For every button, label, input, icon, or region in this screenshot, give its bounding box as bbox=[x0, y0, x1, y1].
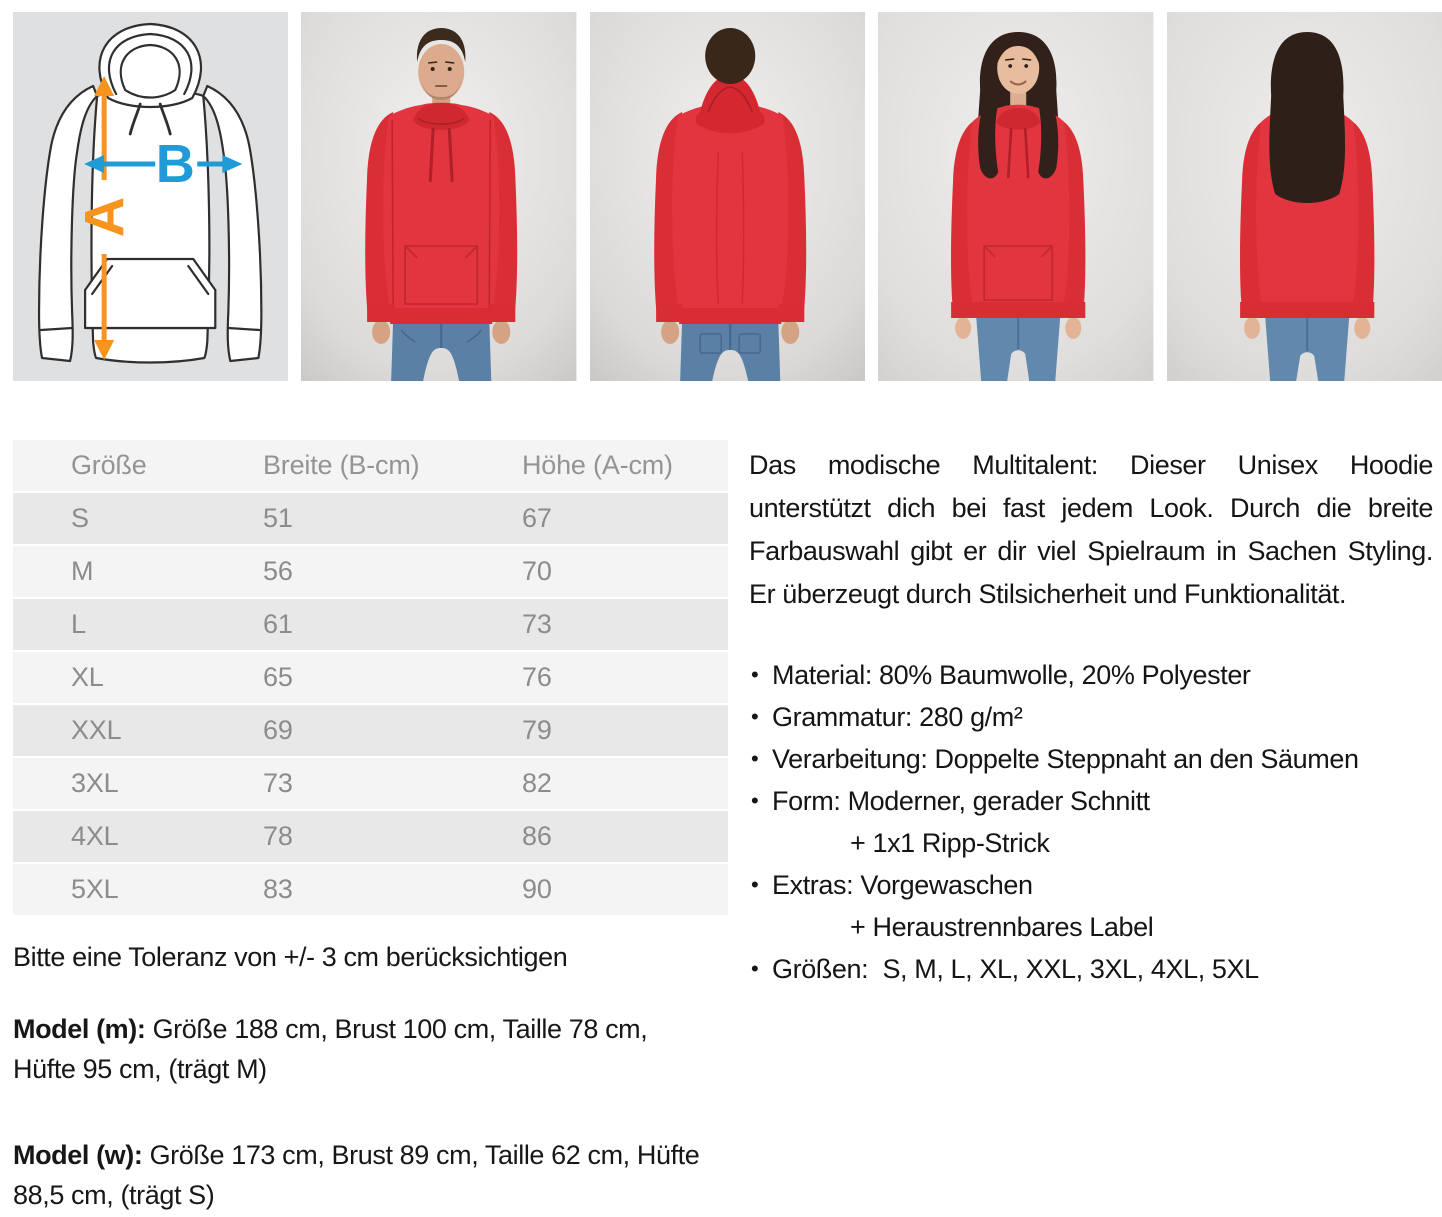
cell-size: S bbox=[13, 493, 250, 546]
bullet-dot: • bbox=[751, 662, 759, 687]
table-row bbox=[13, 546, 728, 599]
feature-subtext: + Heraustrennbares Label bbox=[850, 912, 1154, 942]
cell-size: XXL bbox=[13, 705, 250, 758]
photo-male-model-front bbox=[301, 12, 576, 381]
photo-male-model-back bbox=[590, 12, 865, 381]
cell-hoehe: 76 bbox=[509, 652, 728, 705]
cell-breite: 83 bbox=[263, 874, 293, 904]
table-header-row bbox=[13, 440, 728, 493]
model-m-text: Größe 188 cm, Brust 100 cm, Taille 78 cm, Hüfte 95 cm, (trägt M) bbox=[13, 1014, 648, 1084]
feature-text: Material: 80% Baumwolle, 20% Polyester bbox=[772, 660, 1251, 690]
measure-label-a: A bbox=[72, 196, 136, 238]
cell-breite: 56 bbox=[250, 546, 509, 599]
model-m-note bbox=[13, 1009, 713, 1089]
list-item bbox=[749, 654, 1433, 696]
bullet-dot: • bbox=[751, 956, 759, 981]
product-description-column bbox=[749, 444, 1433, 990]
feature-text: Form: Moderner, gerader Schnitt + 1x1 Ripp-Strick bbox=[772, 780, 1433, 864]
cell-size: 3XL bbox=[13, 758, 250, 811]
table-row bbox=[13, 864, 728, 915]
tolerance-note: Bitte eine Toleranz von +/- 3 cm berücksichtigen bbox=[13, 942, 568, 972]
cell-hoehe: 90 bbox=[522, 874, 552, 904]
cell-breite: 51 bbox=[250, 493, 509, 546]
size-table bbox=[13, 440, 728, 915]
product-image-strip bbox=[13, 12, 1442, 381]
list-item bbox=[749, 780, 1433, 864]
model-w-label: Model (w): bbox=[13, 1140, 143, 1170]
table-row bbox=[13, 493, 728, 546]
male-model-front-icon bbox=[301, 12, 576, 381]
size-info-column bbox=[13, 440, 728, 1215]
cell-breite: 61 bbox=[250, 599, 509, 652]
cell-breite: 65 bbox=[250, 652, 509, 705]
cell-size: 5XL bbox=[71, 874, 119, 904]
feature-text: Grammatur: 280 g/m² bbox=[772, 702, 1023, 732]
photo-female-model-front bbox=[878, 12, 1153, 381]
cell-breite: 73 bbox=[250, 758, 509, 811]
feature-text: Extras: Vorgewaschen + Heraustrennbares Label bbox=[772, 864, 1433, 948]
cell-hoehe: 70 bbox=[509, 546, 728, 599]
size-diagram-panel bbox=[13, 12, 288, 381]
col-header-hoehe: Höhe (A-cm) bbox=[509, 440, 728, 493]
col-header-groesse: Größe bbox=[13, 440, 250, 493]
bullet-dot: • bbox=[751, 704, 759, 729]
cell-size: XL bbox=[13, 652, 250, 705]
table-row bbox=[13, 652, 728, 705]
photo-female-model-back bbox=[1167, 12, 1442, 381]
bullet-dot: • bbox=[751, 788, 759, 813]
list-item bbox=[749, 738, 1433, 780]
male-model-back-icon bbox=[590, 12, 865, 381]
cell-size: M bbox=[13, 546, 250, 599]
col-header-breite: Breite (B-cm) bbox=[250, 440, 509, 493]
table-row bbox=[13, 599, 728, 652]
measure-label-b: B bbox=[155, 134, 195, 194]
list-item bbox=[749, 948, 1433, 990]
list-item bbox=[749, 864, 1433, 948]
list-item bbox=[749, 696, 1433, 738]
feature-list bbox=[749, 654, 1433, 990]
female-model-front-icon bbox=[878, 12, 1153, 381]
cell-size: L bbox=[13, 599, 250, 652]
feature-subtext: + 1x1 Ripp-Strick bbox=[850, 828, 1050, 858]
bullet-dot: • bbox=[751, 746, 759, 771]
cell-hoehe: 82 bbox=[509, 758, 728, 811]
table-row bbox=[13, 811, 728, 864]
table-row bbox=[13, 705, 728, 758]
table-row bbox=[13, 758, 728, 811]
cell-breite: 78 bbox=[250, 811, 509, 864]
feature-text: Größen: S, M, L, XL, XXL, 3XL, 4XL, 5XL bbox=[772, 954, 1259, 984]
size-table-header bbox=[13, 440, 728, 493]
cell-hoehe: 73 bbox=[509, 599, 728, 652]
cell-hoehe: 79 bbox=[509, 705, 728, 758]
hoodie-measurement-diagram-icon bbox=[13, 12, 288, 381]
model-w-note bbox=[13, 1135, 713, 1215]
product-description: Das modische Multitalent: Dieser Unisex Hoodie unterstützt dich bei fast jedem Look. Durch die breite Farbauswahl gibt er dir viel Spielraum in Sachen Styling. Er überzeugt durch Stilsicherheit und Funktionalität. bbox=[749, 450, 1433, 609]
model-w-text: Größe 173 cm, Brust 89 cm, Taille 62 cm, Hüfte 88,5 cm, (trägt S) bbox=[13, 1140, 700, 1210]
cell-hoehe: 67 bbox=[509, 493, 728, 546]
bullet-dot: • bbox=[751, 872, 759, 897]
cell-size: 4XL bbox=[13, 811, 250, 864]
feature-text: Verarbeitung: Doppelte Steppnaht an den Säumen bbox=[772, 744, 1359, 774]
model-m-label: Model (m): bbox=[13, 1014, 146, 1044]
cell-hoehe: 86 bbox=[509, 811, 728, 864]
cell-breite: 69 bbox=[250, 705, 509, 758]
female-model-back-icon bbox=[1167, 12, 1442, 381]
